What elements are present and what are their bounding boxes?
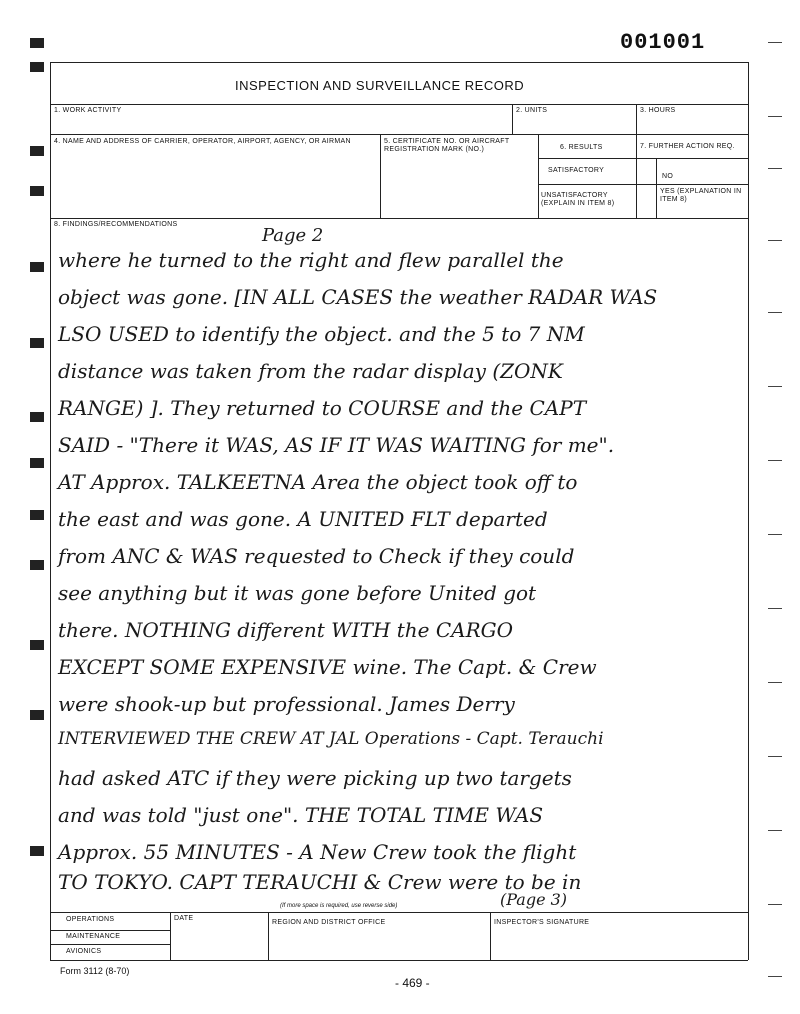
carrier-name-label: 4. NAME AND ADDRESS OF CARRIER, OPERATOR, AIRPORT, AGENCY, OR AIRMAN <box>54 138 351 145</box>
form-number: Form 3112 (8-70) <box>60 966 130 976</box>
handwritten-line: AT Approx. TALKEETNA Area the object took off to <box>58 470 578 494</box>
handwritten-line: the east and was gone. A UNITED FLT departed <box>58 507 548 531</box>
page-number: - 469 - <box>395 976 430 990</box>
handwritten-line: distance was taken from the radar display (ZONK <box>58 359 563 383</box>
maintenance-label: MAINTENANCE <box>66 933 121 940</box>
yes-label: YES (EXPLANATION IN ITEM 8) <box>660 188 742 203</box>
handwritten-line: LSO USED to identify the object. and the 5 to 7 NM <box>58 322 585 346</box>
handwritten-line: there. NOTHING different WITH the CARGO <box>58 618 514 642</box>
units-label: 2. UNITS <box>516 107 548 114</box>
handwritten-line: were shook-up but professional. James Derry <box>58 692 515 716</box>
handwritten-line: EXCEPT SOME EXPENSIVE wine. The Capt. & Crew <box>58 655 597 679</box>
hours-label: 3. HOURS <box>640 107 676 114</box>
handwritten-line: RANGE) ]. They returned to COURSE and the CAPT <box>58 396 587 420</box>
avionics-label: AVIONICS <box>66 948 102 955</box>
work-activity-label: 1. WORK ACTIVITY <box>54 107 122 114</box>
region-office-label: REGION AND DISTRICT OFFICE <box>272 919 386 926</box>
no-label: NO <box>662 173 674 180</box>
inspector-signature-label: INSPECTOR'S SIGNATURE <box>494 919 590 926</box>
handwritten-line: where he turned to the right and flew parallel the <box>58 248 564 272</box>
space-note: (If more space is required, use reverse side) <box>280 903 398 909</box>
page-heading: Page 2 <box>262 225 324 246</box>
operations-label: OPERATIONS <box>66 916 115 923</box>
results-label: 6. RESULTS <box>560 144 603 151</box>
findings-label: 8. FINDINGS/RECOMMENDATIONS <box>54 221 178 228</box>
handwritten-line: see anything but it was gone before United got <box>58 581 537 605</box>
handwritten-line: had asked ATC if they were picking up two targets <box>58 766 572 790</box>
continued-page-note: (Page 3) <box>500 890 568 909</box>
handwritten-line: Approx. 55 MINUTES - A New Crew took the flight <box>58 840 577 864</box>
further-action-label: 7. FURTHER ACTION REQ. <box>640 143 735 150</box>
unsatisfactory-label: UNSATISFACTORY (EXPLAIN IN ITEM 8) <box>541 192 615 207</box>
form-title: INSPECTION AND SURVEILLANCE RECORD <box>235 78 525 93</box>
handwritten-line: from ANC & WAS requested to Check if they could <box>58 544 575 568</box>
handwritten-line: TO TOKYO. CAPT TERAUCHI & Crew were to be in <box>58 870 582 894</box>
handwritten-line: SAID - "There it WAS, AS IF IT WAS WAITING for me". <box>58 433 615 457</box>
handwritten-line: and was told "just one". THE TOTAL TIME WAS <box>58 803 544 827</box>
date-label: DATE <box>174 915 194 922</box>
satisfactory-label: SATISFACTORY <box>548 167 605 174</box>
handwritten-line: object was gone. [IN ALL CASES the weather RADAR WAS <box>58 285 658 309</box>
handwritten-line: INTERVIEWED THE CREW AT JAL Operations - Capt. Terauchi <box>58 729 604 749</box>
certificate-label: 5. CERTIFICATE NO. OR AIRCRAFT REGISTRATION MARK (NO.) <box>384 138 510 153</box>
document-id: 001001 <box>620 30 706 55</box>
